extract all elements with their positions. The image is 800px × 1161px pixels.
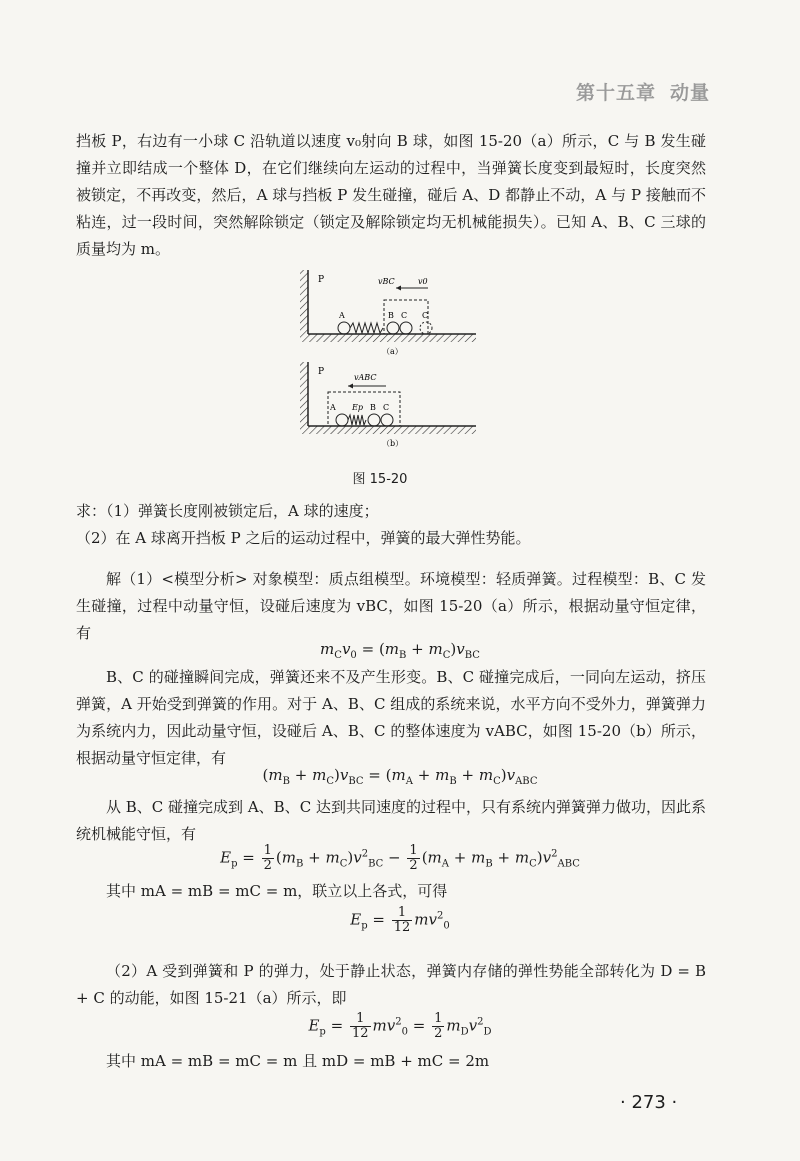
chapter-topic: 动量 [669, 82, 710, 104]
wall-b [300, 362, 308, 434]
equation-momentum-abc: $(m_B + m_C)v_{BC} = (m_A + m_B + m_C)v_{ABC}$ [262, 766, 538, 787]
figure-15-20 [290, 262, 490, 456]
track-a [308, 334, 476, 342]
wall-a [300, 270, 308, 342]
ball-c-b [381, 414, 393, 426]
ball-c-initial [420, 322, 432, 334]
vabc-label: vABC [354, 373, 377, 382]
wall-label-b: P [318, 367, 325, 377]
equation-ep-result: $E_p$ = $\frac{1}{12}$ $mv^2_0$ [350, 905, 450, 935]
equation-momentum-bc: $m_Cv_0 = (m_B + m_C)v_{BC}$ [320, 640, 480, 661]
equation-kinetic: $E_p$ = $\frac{1}{12}$ $mv^2_0$ = $\frac{1}{2}$ $m_Dv^2_D$ [308, 1011, 492, 1041]
ball-b-label-a: B [388, 311, 394, 320]
ball-b-label-b: B [370, 403, 376, 412]
page-number: · 273 · [620, 1092, 678, 1113]
ep-label: Ep [352, 403, 363, 412]
figure-caption: 图 15-20 [352, 472, 408, 487]
chapter-label: 第十五章 [575, 82, 656, 104]
v0-label: v0 [418, 277, 428, 286]
solution-paragraph-6: 其中 mA = mB = mC = m 且 mD = mB + mC = 2m [106, 1052, 490, 1070]
spring-b [348, 415, 366, 425]
ball-b-b [368, 414, 380, 426]
question-2: （2）在 A 球离开挡板 P 之后的运动过程中，弹簧的最大弹性势能。 [76, 529, 531, 547]
ball-c-label-b: C [383, 403, 390, 412]
chapter-header [576, 78, 710, 105]
ball-a-label-b: A [330, 403, 336, 412]
solution-paragraph-4: 其中 mA = mB = mC = m，联立以上各式，可得 [106, 882, 448, 900]
ball-c-a [400, 322, 412, 334]
ball-a-a [338, 322, 350, 334]
ball-a-label: A [339, 311, 345, 320]
wall-label-a: P [318, 275, 325, 285]
solution-paragraph-1: 解（1）<模型分析> 对象模型：质点组模型。环境模型：轻质弹簧。过程模型：B、C 发生碰撞，过程中动量守恒，设碰后速度为 vBC，如图 15-20（a）所示，根据动量守恒定律，有 [76, 570, 706, 642]
intro-paragraph: 挡板 P，右边有一小球 C 沿轨道以速度 v₀射向 B 球，如图 15-20（a）所示，C 与 B 发生碰撞并立即结成一个整体 D，在它们继续向左运动的过程中，当弹簧长度变到最短时，长度突然被锁定，不再改变，然后，A 球与挡板 P 发生碰撞，碰后 A、D 都静止不动，A 与 P 接触而不粘连，过一段时间，突然解除锁定（锁定及解除锁定均无机械能损失）。已知 A、B、C 三球的质量均为 m。 [76, 132, 706, 258]
solution-paragraph-5: （2）A 受到弹簧和 P 的弹力，处于静止状态，弹簧内存储的弹性势能全部转化为 D = B + C 的动能，如图 15-21（a）所示，即 [76, 962, 706, 1007]
solution-paragraph-2: B、C 的碰撞瞬间完成，弹簧还来不及产生形变。B、C 碰撞完成后，一同向左运动，挤压弹簧，A 开始受到弹簧的作用。对于 A、B、C 组成的系统来说，水平方向不受外力，弹簧弹力为系统内力，因此动量守恒，设碰后 A、B、C 的整体速度为 vABC，如图 15-20（b）所示，根据动量守恒定律，有 [76, 668, 706, 767]
ball-b-a [387, 322, 399, 334]
label-a: （a） [382, 347, 403, 356]
ball-c-initial-label: C [422, 311, 429, 320]
spring-a [350, 323, 383, 333]
equation-energy: $E_p$ = $\frac{1}{2}$ $(m_B + m_C)v^2_{BC}$ − $\frac{1}{2}$ $(m_A + m_B + m_C)v^2_{ABC}$ [220, 843, 580, 873]
collision-diagram [290, 262, 490, 452]
label-b: （b） [382, 439, 404, 448]
question-1: 求：（1）弹簧长度刚被锁定后，A 球的速度； [76, 502, 379, 520]
ball-c-label-a: C [401, 311, 408, 320]
ball-a-b [336, 414, 348, 426]
vbc-label: vBC [378, 277, 395, 286]
track-b [308, 426, 476, 434]
solution-paragraph-3: 从 B、C 碰撞完成到 A、B、C 达到共同速度的过程中，只有系统内弹簧弹力做功，因此系统机械能守恒，有 [76, 798, 706, 843]
